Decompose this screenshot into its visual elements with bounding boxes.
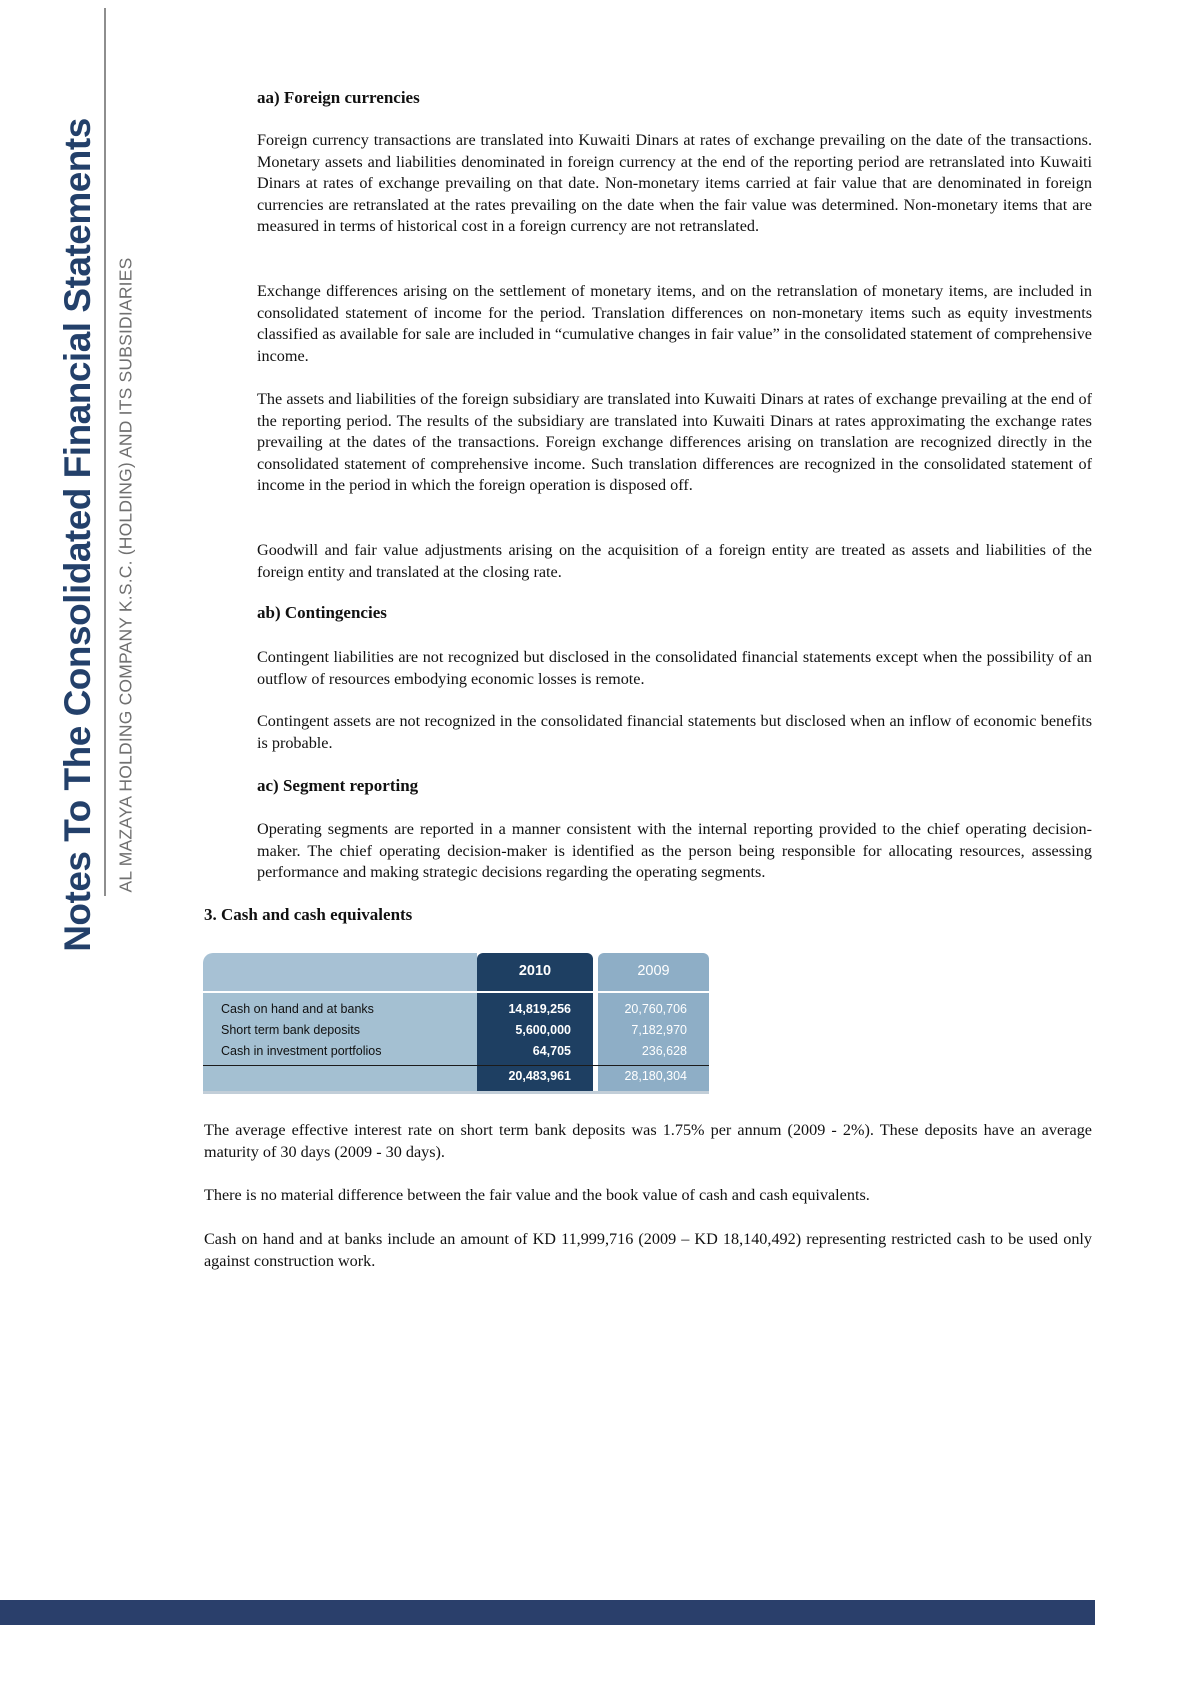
table-cell: 7,182,970 (631, 1023, 687, 1037)
table-label-header (203, 953, 477, 991)
sidebar-subtitle: AL MAZAYA HOLDING COMPANY K.S.C. (HOLDING) AND ITS SUBSIDIARIES (115, 257, 136, 893)
paragraph-contingencies-1: Contingent liabilities are not recognized but disclosed in the consolidated financial statements except when the possibility of an outflow of resources embodying economic losses is remote. (257, 648, 1092, 688)
heading-foreign-currencies: aa) Foreign currencies (257, 88, 420, 107)
cash-table (203, 953, 707, 1094)
table-cell: 5,600,000 (515, 1023, 571, 1037)
column-header-2009: 2009 (637, 963, 670, 979)
table-column-2010 (477, 953, 593, 1091)
paragraph-foreign-currencies-2: Exchange differences arising on the settlement of monetary items, and on the retranslation of monetary items, are included in consolidated statement of income for the period. Translation differences on non-monetary items such as equity investments classified as available for sale are included in “cumulative changes in fair value” in the consolidated statement of comprehensive income. (257, 282, 1092, 365)
paragraph-foreign-currencies-1: Foreign currency transactions are translated into Kuwaiti Dinars at rates of exchange prevailing on the date of the transactions. Monetary assets and liabilities denominated in foreign currency at the end of the reporting period are retranslated into Kuwaiti Dinars at rates of exchange prevailing on that date. Non-monetary items carried at fair value that are denominated in foreign currencies are retranslated at the rates prevailing on the date when the fair value was determined. Non-monetary items that are measured in terms of historical cost in a foreign currency are not retranslated. (257, 131, 1092, 235)
column-header-2010: 2010 (518, 963, 552, 979)
sidebar-title: Notes To The Consolidated Financial Statements (57, 118, 98, 952)
table-total-cell: 20,483,961 (508, 1069, 571, 1083)
paragraph-segment-reporting-1: Operating segments are reported in a manner consistent with the internal reporting provided to the chief operating decision-maker. The chief operating decision-maker is identified as the person being responsible for allocating resources, assessing performance and making strategic decisions regarding the operating segments. (257, 820, 1092, 881)
paragraph-cash-1: The average effective interest rate on short term bank deposits was 1.75% per annum (2009 - 2%). These deposits have an average maturity of 30 days (2009 - 30 days). (204, 1121, 1092, 1161)
heading-cash-and-cash-equivalents: 3. Cash and cash equivalents (204, 905, 413, 924)
table-row-label: Cash on hand and at banks (221, 1002, 374, 1016)
table-column-2009 (598, 953, 709, 1091)
table-total-cell: 28,180,304 (624, 1069, 687, 1083)
table-label-body (203, 991, 477, 1092)
table-row-label: Short term bank deposits (221, 1023, 360, 1037)
table-cell: 20,760,706 (624, 1002, 687, 1016)
heading-segment-reporting: ac) Segment reporting (257, 776, 419, 795)
paragraph-cash-2: There is no material difference between the fair value and the book value of cash and cash equivalents. (204, 1186, 870, 1204)
paragraph-cash-3: Cash on hand and at banks include an amount of KD 11,999,716 (2009 – KD 18,140,492) representing restricted cash to be used only against construction work. (204, 1230, 1092, 1270)
table-row-label: Cash in investment portfolios (221, 1044, 382, 1058)
paragraph-contingencies-2: Contingent assets are not recognized in the consolidated financial statements but disclosed when an inflow of economic benefits is probable. (257, 712, 1092, 752)
paragraph-foreign-currencies-4: Goodwill and fair value adjustments arising on the acquisition of a foreign entity are treated as assets and liabilities of the foreign entity and translated at the closing rate. (257, 541, 1092, 581)
table-header-separator (203, 991, 709, 993)
table-cell: 236,628 (641, 1044, 687, 1058)
sidebar-divider (104, 8, 106, 896)
table-cell: 14,819,256 (508, 1002, 571, 1016)
footer-bar (0, 1600, 1095, 1625)
table-bottom-rule (203, 1091, 709, 1094)
table-cell: 64,705 (532, 1044, 571, 1058)
paragraph-foreign-currencies-3: The assets and liabilities of the foreign subsidiary are translated into Kuwaiti Dinars at rates of exchange prevailing at the end of the reporting period. The results of the subsidiary are translated into Kuwaiti Dinars at rates approximating the exchange rates prevailing at the dates of the transactions. Foreign exchange differences arising on translation are recognized directly in the consolidated statement of comprehensive income. Such translation differences are recognized in the consolidated statement of income in the period in which the foreign operation is disposed off. (257, 390, 1092, 494)
heading-contingencies: ab) Contingencies (257, 603, 387, 622)
table-total-rule (203, 1065, 709, 1066)
